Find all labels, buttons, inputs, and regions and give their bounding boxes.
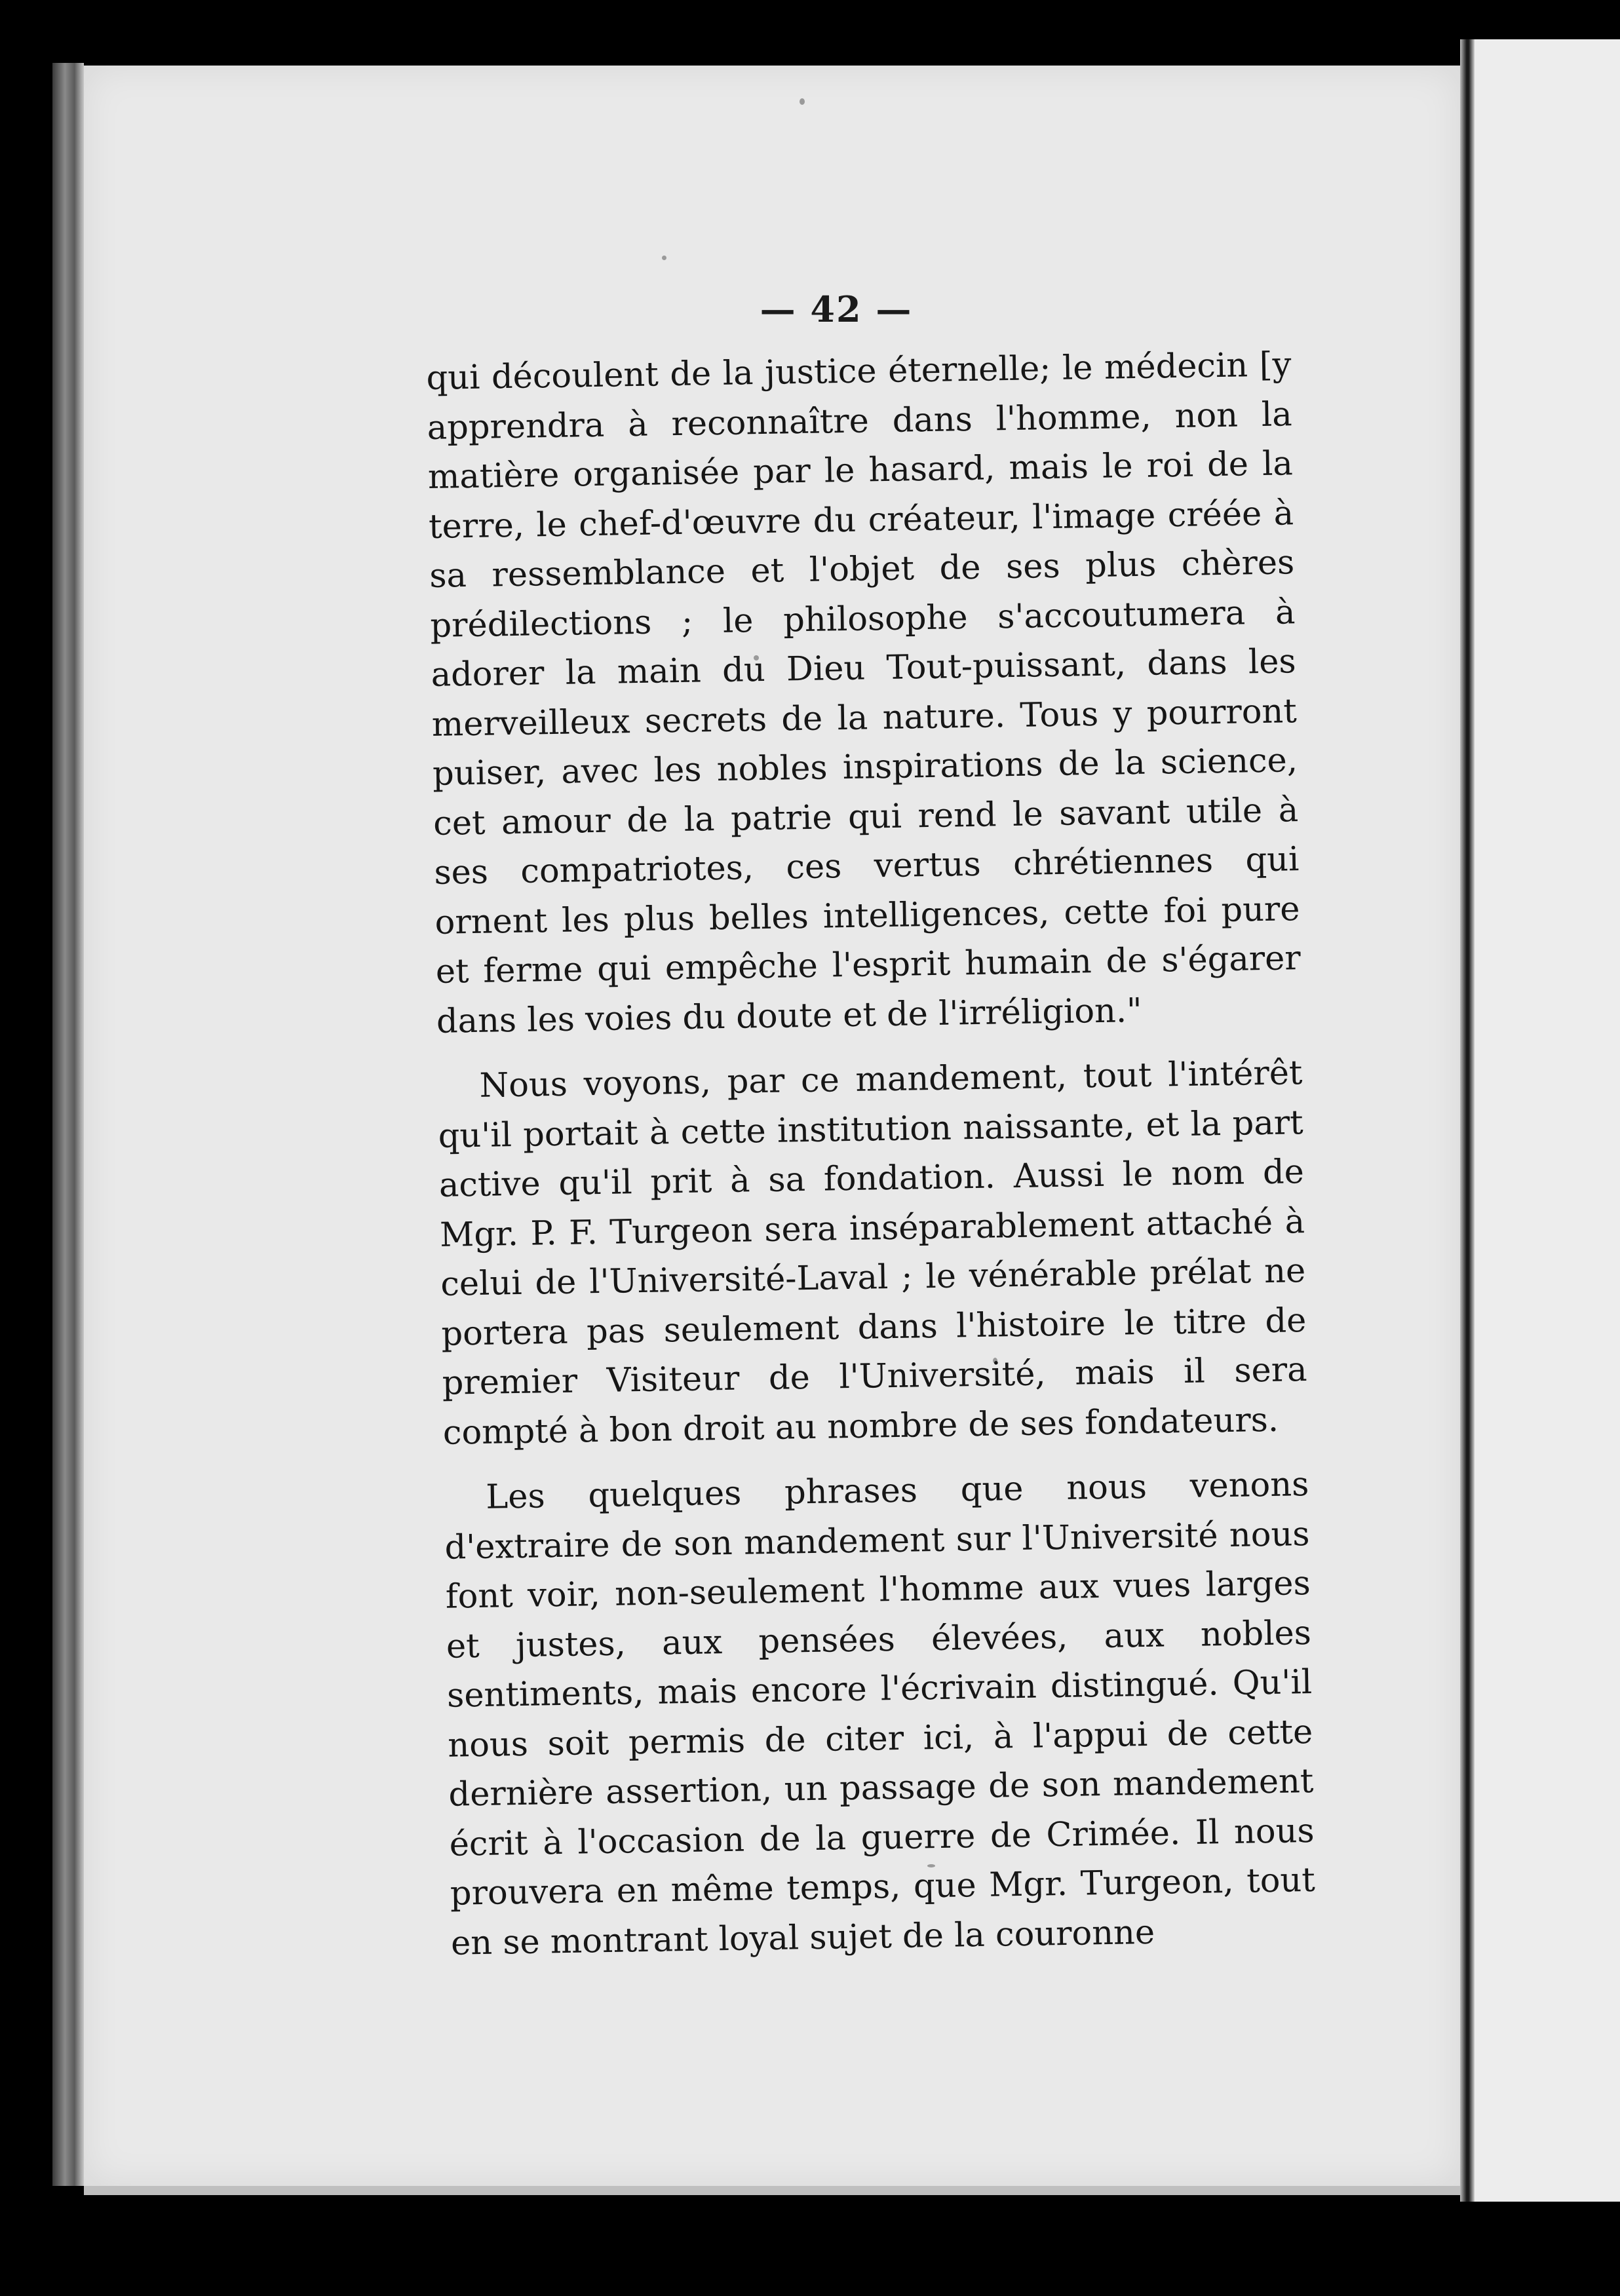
- adjacent-page-edge: [1475, 39, 1620, 2202]
- page-bottom-edge: [84, 2186, 1460, 2195]
- page-number: — 42 —: [760, 288, 913, 330]
- paragraph: Les quelques phrases que nous venons d'extraire de son mandement sur l'Université nous font voir, non-seulement l'homme aux vues larges et justes, aux pensées élevées, aux nobles sentiments, mais encore l'écrivain distingué. Qu'il nous soit permis de citer ici, à l'appui de cette dernière assertion, un passage de son mandement écrit à l'occasion de la guerre de Crimée. Il nous prouvera en même temps, que Mgr. Turgeon, tout en se montrant loyal sujet de la couronne: [444, 1465, 1316, 1963]
- paragraph: Nous voyons, par ce mandement, tout l'intérêt qu'il portait à cette institution naissante, et la part active qu'il prit à sa fondation. Aussi le nom de Mgr. P. F. Turgeon sera inséparablement attaché à celui de l'Université-Laval ; le vénérable prélat ne portera pas seulement dans l'histoire le titre de premier Visiteur de l'Université, mais il sera compté à bon droit au nombre de ses fondateurs.: [438, 1054, 1307, 1453]
- page-gutter: [1460, 39, 1475, 2202]
- book-spine-edge: [52, 63, 84, 2186]
- paper-speck: [662, 256, 666, 260]
- paper-speck: [800, 98, 805, 105]
- body-text: [426, 340, 1317, 1983]
- paragraph-continuation: qui découlent de la justice éternelle; le médecin [y apprendra à reconnaître dans l'homme, non la matière organisée par le hasard, mais le roi de la terre, le chef-d'œuvre du créateur, l'image créée à sa ressemblance et l'objet de ses plus chères prédilections ; le philosophe s'accoutumera à adorer la main du Dieu Tout-puissant, dans les merveilleux secrets de la nature. Tous y pourront puiser, avec les nobles inspirations de la science, cet amour de la patrie qui rend le savant utile à ses compatriotes, ces vertus chrétiennes qui ornent les plus belles intelligences, cette foi pure et ferme qui empêche l'esprit humain de s'égarer dans les voies du doute et de l'irréligion.": [426, 345, 1302, 1041]
